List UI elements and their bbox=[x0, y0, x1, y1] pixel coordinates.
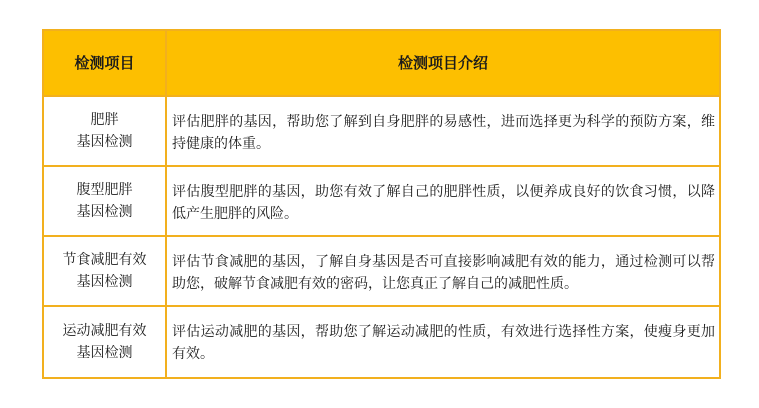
table-row bbox=[44, 167, 719, 237]
gene-test-table bbox=[42, 29, 721, 379]
header-test-item: 检测项目 bbox=[44, 31, 167, 95]
test-item-description: 评估节食减肥的基因，了解自身基因是否可直接影响减肥有效的能力，通过检测可以帮助您，破解节食减肥有效的密码，让您真正了解自己的减肥性质。 bbox=[167, 237, 719, 305]
table-header-row bbox=[44, 31, 719, 97]
test-item-name bbox=[44, 167, 167, 235]
test-item-description: 评估腹型肥胖的基因，助您有效了解自己的肥胖性质，以便养成良好的饮食习惯，以降低产生肥胖的风险。 bbox=[167, 167, 719, 235]
test-item-name-line2: 基因检测 bbox=[76, 134, 133, 150]
table-row bbox=[44, 307, 719, 377]
test-item-name-line2: 基因检测 bbox=[76, 204, 133, 220]
test-item-name bbox=[44, 237, 167, 305]
test-item-name-line1: 节食减肥有效 bbox=[62, 252, 147, 268]
table-row bbox=[44, 237, 719, 307]
test-item-description: 评估肥胖的基因，帮助您了解到自身肥胖的易感性，进而选择更为科学的预防方案，维持健康的体重。 bbox=[167, 97, 719, 165]
header-test-description: 检测项目介绍 bbox=[167, 31, 719, 95]
test-item-name-line2: 基因检测 bbox=[76, 274, 133, 290]
test-item-name-line1: 肥胖 bbox=[90, 112, 119, 128]
table-row bbox=[44, 97, 719, 167]
test-item-name bbox=[44, 307, 167, 377]
test-item-description: 评估运动减肥的基因，帮助您了解运动减肥的性质，有效进行选择性方案，使瘦身更加有效。 bbox=[167, 307, 719, 377]
test-item-name bbox=[44, 97, 167, 165]
test-item-name-line1: 腹型肥胖 bbox=[76, 182, 133, 198]
test-item-name-line2: 基因检测 bbox=[76, 345, 133, 361]
test-item-name-line1: 运动减肥有效 bbox=[62, 323, 147, 339]
